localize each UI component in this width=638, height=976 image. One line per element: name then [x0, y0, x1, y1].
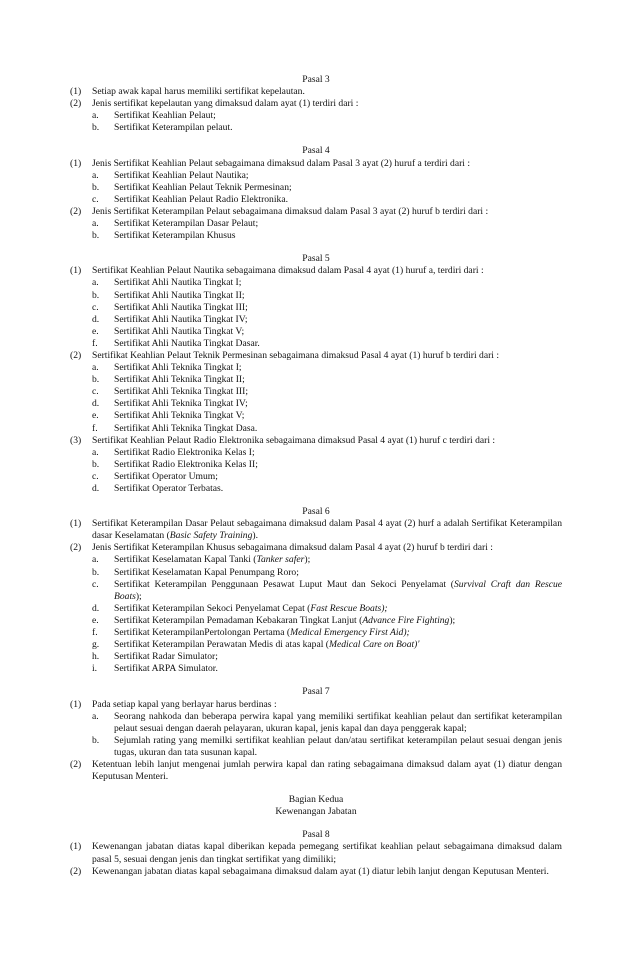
list-letter: a.: [92, 710, 99, 722]
ayat-text: [92, 518, 562, 542]
pasal-8-heading: Pasal 8: [302, 829, 330, 841]
list-item: [92, 182, 562, 194]
list-text-main: Sertifikat Keselamatan Kapal Penumpang Roro;: [114, 566, 299, 578]
list-letter: c.: [92, 301, 99, 313]
ayat-number: (1): [70, 86, 82, 98]
list-item: [92, 362, 562, 374]
pasal-6-ayat-1: [70, 518, 562, 542]
list-letter: a.: [92, 277, 99, 289]
pasal-4-heading: Pasal 4: [302, 145, 330, 157]
ayat-text: Jenis Sertifikat Keterampilan Pelaut sebagaimana dimaksud dalam Pasal 3 ayat (2) huruf b terdiri dari :: [92, 205, 489, 217]
list-letter: f.: [92, 422, 98, 434]
list-item: [92, 277, 562, 289]
list-text-main: Sertifikat Keterampilan Pemadaman Kebakaran Tingkat Lanjut (: [114, 614, 363, 626]
list-letter: g.: [92, 639, 100, 651]
list-item: [92, 110, 562, 122]
list-text: [114, 639, 562, 651]
list-text: Sertifikat Keahlian Pelaut Nautika;: [114, 169, 249, 181]
list-letter: e.: [92, 410, 99, 422]
ayat-text: Jenis Sertifikat Keahlian Pelaut sebagaimana dimaksud dalam Pasal 3 ayat (2) huruf a terdiri dari :: [92, 157, 471, 169]
list-text: [114, 603, 562, 615]
list-text: Sertifikat Keahlian Pelaut Teknik Permesinan;: [114, 181, 292, 193]
list-letter: b.: [92, 458, 100, 470]
pasal-6-heading: Pasal 6: [302, 506, 330, 518]
list-text-italic: Survival Craft dan Rescue Boats: [114, 578, 563, 602]
ayat-number: (2): [70, 349, 82, 361]
pasal-3-ayat-2: [70, 98, 562, 110]
list-item: [92, 663, 562, 675]
list-item: [92, 615, 562, 627]
pasal-5-ayat-1: [70, 265, 562, 277]
list-letter: b.: [92, 230, 100, 242]
list-text: [114, 651, 562, 663]
list-text: Sertifikat Ahli Nautika Tingkat III;: [114, 301, 248, 313]
ayat-number: (2): [70, 865, 82, 877]
list-text: [114, 663, 562, 675]
ayat-text: Sertifikat Keahlian Pelaut Teknik Permesinan sebagaimana dimaksud Pasal 4 ayat (1) huruf b terdiri dari :: [92, 349, 500, 361]
ayat-number: (2): [70, 205, 82, 217]
list-letter: f.: [92, 627, 98, 639]
list-text: [114, 567, 562, 579]
list-letter: c.: [92, 470, 99, 482]
list-text: Sertifikat Keahlian Pelaut;: [114, 110, 216, 122]
list-text: Sertifikat Ahli Nautika Tingkat II;: [114, 289, 245, 301]
list-text-main: Sertifikat Keterampilan Perawatan Medis di atas kapal (: [114, 639, 329, 651]
ayat-text: Sertifikat Keahlian Pelaut Nautika sebagaimana dimaksud dalam Pasal 4 ayat (1) huruf a, terdiri dari :: [92, 265, 484, 277]
list-text: Sertifikat Ahli Nautika Tingkat V;: [114, 325, 245, 337]
list-item: [92, 567, 562, 579]
list-letter: b.: [92, 289, 100, 301]
list-text-end: );: [449, 614, 456, 626]
list-letter: d.: [92, 398, 100, 410]
pasal-3-heading: Pasal 3: [302, 74, 330, 85]
list-letter: c.: [92, 578, 99, 590]
list-item: [92, 398, 562, 410]
list-text-italic: Medical Care on Boat)': [328, 639, 420, 651]
pasal-4-ayat-2: [70, 206, 562, 218]
pasal-5-ayat-2: [70, 350, 562, 362]
list-text: Seorang nahkoda dan beberapa perwira kapal yang memiliki sertifikat keahlian pelaut dan sertifikat keterampilan pelaut sesuai dengan daerah pelayaran, ukuran kapal, jenis kapal dan daya penggerak kapal;: [114, 710, 562, 734]
pasal-8-ayat-2: [70, 866, 562, 878]
list-letter: h.: [92, 651, 100, 663]
ayat-number: (2): [70, 542, 82, 554]
list-text: Sertifikat Keterampilan Khusus: [114, 230, 236, 242]
list-letter: b.: [92, 734, 100, 746]
list-item: [92, 554, 562, 566]
list-item: [92, 447, 562, 459]
list-text: Sertifikat Keterampilan pelaut.: [114, 122, 233, 134]
list-text: Sertifikat Ahli Nautika Tingkat IV;: [114, 313, 248, 325]
list-item: [92, 627, 562, 639]
list-text: Sertifikat Keterampilan Dasar Pelaut;: [114, 218, 259, 230]
list-item: [92, 651, 562, 663]
list-letter: a.: [92, 554, 99, 566]
list-item: [92, 603, 562, 615]
list-item: [92, 122, 562, 134]
list-text: Sertifikat Operator Terbatas.: [114, 483, 224, 494]
list-item: [92, 374, 562, 386]
list-text: Sertifikat Ahli Teknika Tingkat Dasa.: [114, 422, 258, 434]
list-item: [92, 230, 562, 242]
pasal-5-heading: Pasal 5: [302, 253, 330, 265]
pasal-3-ayat-1: [70, 86, 562, 98]
ayat-number: (3): [70, 434, 82, 446]
pasal-6-ayat-2: [70, 542, 562, 554]
list-text-main: Sertifikat Radar Simulator;: [114, 651, 218, 663]
list-text: Sertifikat Radio Elektronika Kelas I;: [114, 446, 255, 458]
ayat-text: Sertifikat Keahlian Pelaut Radio Elektronika sebagaimana dimaksud Pasal 4 ayat (1) huruf c terdiri dari :: [92, 434, 496, 446]
ayat-text: Setiap awak kapal harus memiliki sertifikat kepelautan.: [92, 86, 305, 98]
pasal-5-ayat-3: [70, 435, 562, 447]
list-text-main: Sertifikat KeterampilanPertolongan Pertama (: [114, 627, 291, 639]
list-letter: b.: [92, 374, 100, 386]
ayat-text: Jenis Sertifikat Keterampilan Khusus sebagaimana dimaksud dalam Pasal 4 ayat (2) huruf b terdiri dari :: [92, 542, 493, 554]
pasal-8-ayat-1: [70, 841, 562, 865]
bagian-subtitle: Kewenangan Jabatan: [275, 806, 357, 818]
ayat-number: (1): [70, 265, 82, 277]
list-letter: a.: [92, 169, 99, 181]
list-text-italic: Tanker safer: [256, 554, 305, 566]
list-letter: a.: [92, 110, 99, 122]
list-text-end: );: [304, 554, 311, 566]
list-item: [92, 386, 562, 398]
list-text: Sertifikat Ahli Teknika Tingkat IV;: [114, 398, 248, 410]
list-item: [92, 735, 562, 759]
list-text: Sertifikat Operator Umum;: [114, 470, 218, 482]
list-text-main: Sertifikat Keterampilan Sekoci Penyelamat Cepat (: [114, 602, 311, 614]
list-letter: i.: [92, 663, 98, 675]
bagian-title: Bagian Kedua: [288, 794, 344, 806]
list-item: [92, 471, 562, 483]
ayat-number: (1): [70, 518, 82, 530]
list-text: [114, 554, 562, 566]
list-item: [92, 338, 562, 350]
ayat-text: Ketentuan lebih lanjut mengenai jumlah perwira kapal dan rating sebagaimana dimaksud dalam ayat (1) diatur dengan Keputusan Menteri.: [92, 758, 562, 783]
list-text-italic: Medical Emergency First Aid);: [290, 627, 410, 639]
list-letter: e.: [92, 614, 99, 626]
list-item: [92, 459, 562, 471]
list-letter: f.: [92, 337, 98, 349]
ayat-text-end: ).: [252, 530, 258, 542]
list-text: Sertifikat Ahli Teknika Tingkat II;: [114, 374, 245, 386]
list-item: [92, 170, 562, 182]
pasal-7-ayat-1: [70, 699, 562, 711]
ayat-text-italic: Basic Safety Training: [169, 530, 253, 542]
list-item: [92, 218, 562, 230]
list-text: Sertifikat Ahli Teknika Tingkat V;: [114, 410, 245, 422]
list-letter: a.: [92, 218, 99, 230]
document-page: [70, 74, 562, 878]
pasal-7-ayat-2: [70, 759, 562, 783]
list-text: Sertifikat Keahlian Pelaut Radio Elektronika.: [114, 193, 288, 205]
list-item: [92, 302, 562, 314]
list-item: [92, 579, 562, 603]
list-text: Sertifikat Ahli Nautika Tingkat Dasar.: [114, 337, 260, 349]
list-text: Sertifikat Radio Elektronika Kelas II;: [114, 458, 258, 470]
list-text: [114, 579, 562, 603]
list-letter: b.: [92, 566, 100, 578]
list-letter: b.: [92, 122, 100, 134]
ayat-text: Pada setiap kapal yang berlayar harus berdinas :: [92, 698, 277, 710]
pasal-7-heading: Pasal 7: [302, 686, 330, 698]
list-text: [114, 627, 562, 639]
list-text-main: Sertifikat ARPA Simulator.: [114, 663, 218, 675]
list-item: [92, 314, 562, 326]
list-item: [92, 423, 562, 435]
list-text-italic: Fast Rescue Boats);: [310, 602, 388, 614]
list-letter: d.: [92, 313, 100, 325]
ayat-number: (1): [70, 841, 82, 853]
list-text: Sejumlah rating yang memilki sertifikat keahlian pelaut dan/atau sertifikat keterampilan pelaut sesuai dengan jenis tugas, ukuran dan tata susunan kapal.: [114, 734, 562, 758]
list-text-main: Sertifikat Keterampilan Penggunaan Pesawat Luput Maut dan Sekoci Penyelamat (: [114, 578, 454, 590]
pasal-4-ayat-1: [70, 158, 562, 170]
list-text: Sertifikat Ahli Teknika Tingkat III;: [114, 386, 248, 398]
list-item: [92, 410, 562, 422]
list-text: Sertifikat Ahli Nautika Tingkat I;: [114, 277, 242, 289]
list-item: [92, 483, 562, 495]
list-item: [92, 639, 562, 651]
list-item: [92, 326, 562, 338]
list-text-italic: Advance Fire Fighting: [362, 614, 450, 626]
list-item: [92, 711, 562, 735]
ayat-text-main: Sertifikat Keterampilan Dasar Pelaut sebagaimana dimaksud dalam Pasal 4 ayat (2) hurf a adalah Sertifikat Keterampilan dasar Keselamatan (: [92, 518, 562, 542]
list-letter: c.: [92, 193, 99, 205]
ayat-text: Jenis sertifikat kepelautan yang dimaksud dalam ayat (1) terdiri dari :: [92, 98, 359, 110]
list-text: Sertifikat Ahli Teknika Tingkat I;: [114, 362, 242, 374]
list-letter: b.: [92, 181, 100, 193]
ayat-text: Kewenangan jabatan diatas kapal sebagaimana dimaksud dalam ayat (1) diatur lebih lanjut dengan Keputusan Menteri.: [92, 865, 549, 877]
list-item: [92, 194, 562, 206]
list-letter: c.: [92, 386, 99, 398]
ayat-number: (1): [70, 698, 82, 710]
ayat-number: (2): [70, 98, 82, 110]
list-item: [92, 290, 562, 302]
ayat-number: (2): [70, 758, 82, 770]
list-text-main: Sertifikat Keselamatan Kapal Tanki (: [114, 554, 257, 566]
list-text-end: );: [135, 590, 142, 602]
list-text: [114, 615, 562, 627]
list-letter: e.: [92, 325, 99, 337]
ayat-number: (1): [70, 157, 82, 169]
list-letter: d.: [92, 602, 100, 614]
list-letter: d.: [92, 483, 100, 494]
ayat-text: Kewenangan jabatan diatas kapal diberikan kepada pemegang sertifikat keahlian pelaut sebagaimana dimaksud dalam pasal 5, sesuai dengan jenis dan tingkat sertifikat yang dimiliki;: [92, 841, 562, 865]
list-letter: a.: [92, 446, 99, 458]
list-letter: a.: [92, 362, 99, 374]
